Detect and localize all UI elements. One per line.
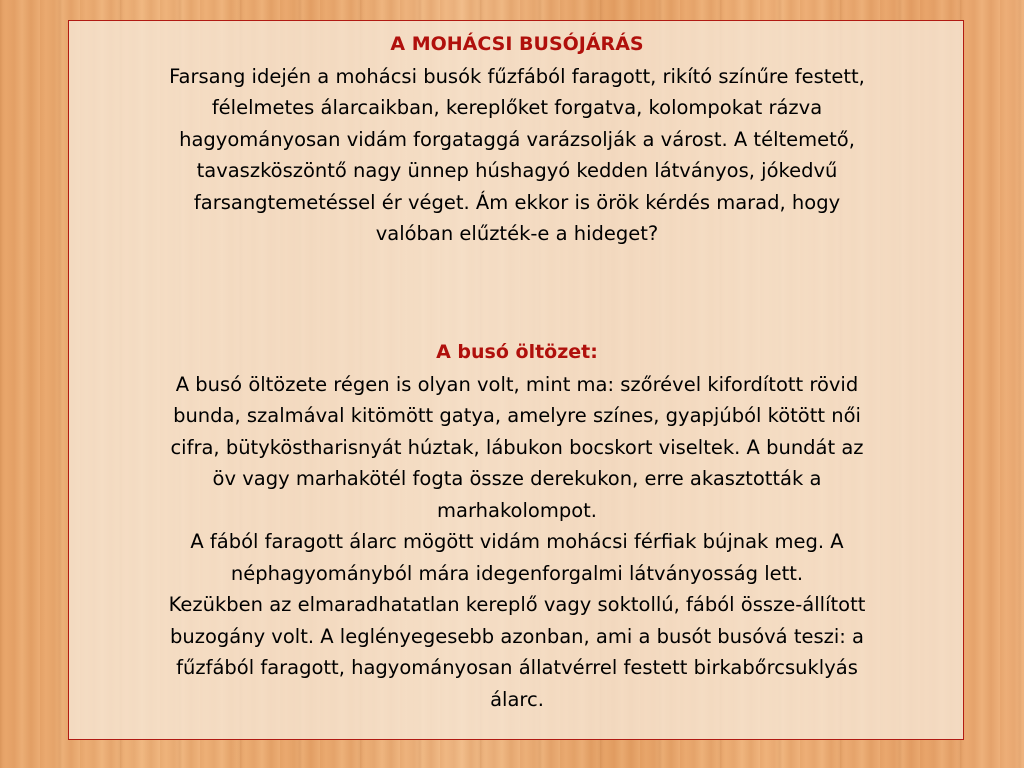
paragraph-line: álarc. [490, 687, 544, 711]
paragraph-line: Kezükben az elmaradhatatlan kereplő vagy soktollú, fából össze-állított [168, 593, 866, 616]
paragraph-line: néphagyományból mára idegenforgalmi látványosság lett. [230, 561, 804, 585]
slide-content-frame [68, 20, 964, 740]
section-busojaras [69, 29, 965, 250]
paragraph-line: félelmetes álarcaikban, kereplőket forgatva, kolompokat rázva [211, 96, 823, 119]
paragraph-line: buzogány volt. A leglényegesebb azonban, ami a busót busóvá teszi: a [169, 624, 864, 648]
paragraph-line: A fából faragott álarc mögött vidám mohácsi férfiak bújnak meg. A [190, 530, 844, 553]
paragraph-line: fűzfából faragott, hagyományosan állatvérrel festett birkabőrcsuklyás [176, 656, 858, 679]
section-title-oltozet: A busó öltözet: [436, 341, 598, 363]
paragraph-line: valóban elűzték-e a hideget? [375, 222, 659, 245]
paragraph-line: farsangtemetéssel ér véget. Ám ekkor is örök kérdés marad, hogy [193, 190, 841, 214]
section-title-busojaras: A MOHÁCSI BUSÓJÁRÁS [390, 33, 644, 55]
paragraph-line: Farsang idején a mohácsi busók fűzfából faragott, rikító színűre festett, [169, 64, 865, 88]
paragraph-line: tavaszköszöntő nagy ünnep húshagyó kedden látványos, jókedvű [196, 159, 838, 182]
paragraph-line: bunda, szalmával kitömött gatya, amelyre színes, gyapjúból kötött női [173, 404, 861, 427]
section-buso-oltozet [69, 337, 965, 715]
paragraph-line: A busó öltözete régen is olyan volt, mint ma: szőrével kifordított rövid [175, 372, 859, 396]
paragraph-line: marhakolompot. [437, 498, 597, 522]
paragraph-line: hagyományosan vidám forgataggá varázsolják a várost. A téltemető, [179, 127, 855, 151]
paragraph-line: öv vagy marhakötél fogta össze derekukon, erre akasztották a [212, 467, 822, 490]
paragraph-line: cifra, bütyköstharisnyát húztak, lábukon bocskort viseltek. A bundát az [170, 435, 864, 459]
